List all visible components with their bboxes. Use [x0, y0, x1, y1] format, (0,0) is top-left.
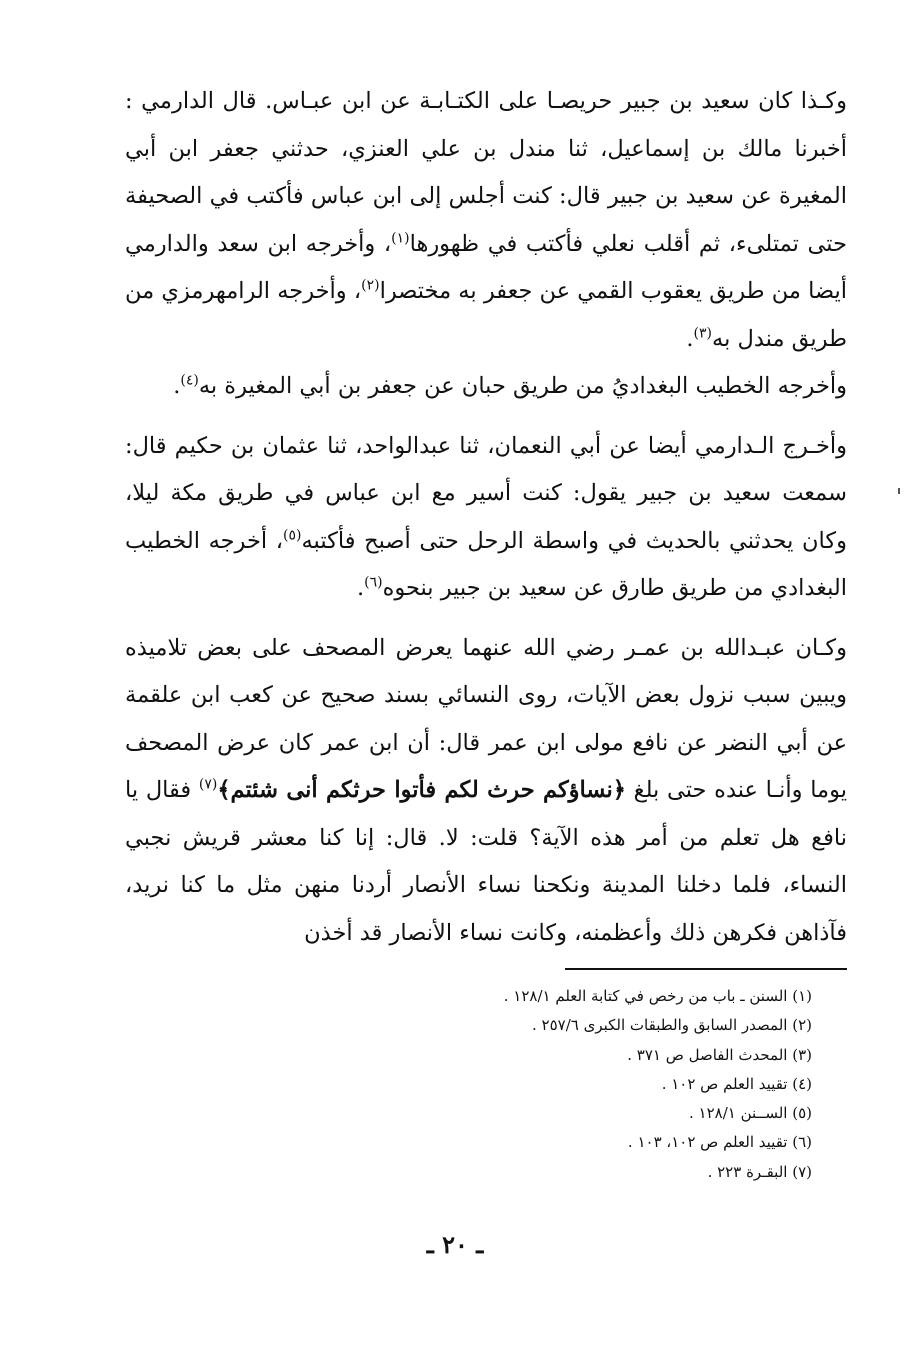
page-number: ـ ٢٠ ـ — [426, 1230, 484, 1259]
text-run: . — [173, 373, 181, 399]
footnote-4: (٤) تقييد العلم ص ١٠٢ . — [661, 1074, 812, 1093]
footnote-5: (٥) الســنن ١٢٨/١ . — [689, 1104, 812, 1123]
footnote-7: (٧) البقـرة ٢٢٣ . — [707, 1162, 812, 1181]
paragraph-2 — [125, 363, 847, 411]
scan-mark — [898, 488, 900, 494]
footnote-ref: (٦) — [364, 574, 383, 591]
text-run: . — [356, 575, 365, 601]
text-run: فقال يا نافع هل تعلم من أمر هذه الآية؟ قلت: لا. قال: إنا كنا معشر قريش نجبي النساء، فلما دخلنا المدينة ونكحنا نساء الأنصار أردنا منهن مثل ما كنا نريد، فآذاهن فكرهن ذلك وأعظمنه، وكانت نساء الأنصار قد أخذن — [125, 777, 847, 946]
footnote-1: (١) السنن ـ باب من رخص في كتابة العلم ١٢٨/١ . — [503, 987, 812, 1005]
text-run: وأخرجه الخطيب البغداديُ من طريق حبان عن جعفر بن أبي المغيرة به — [198, 373, 847, 399]
text-run: وأخـرج الـدارمي أيضا عن أبي النعمان، ثنا عبدالواحد، ثنا عثمان بن حكيم قال: سمعت سعيد بن جبير يقول: كنت أسير مع ابن عباس في طريق مكة ليلا، وكان يحدثني بالحديث في واسطة الرحل حتى أصبح فأكتبه — [125, 432, 847, 554]
text-run: وكـان عبـدالله بن عمـر رضي الله عنهما يعرض المصحف على بعض تلاميذه ويبين سبب نزول بعض الآيات، روى النسائي بسند صحيح عن كعب ابن علقمة عن أبي النضر عن نافع مولى ابن عمر قال: أن ابن عمر كان عرض المصحف يوما وأنـا عنده حتى بلغ — [125, 634, 847, 803]
body-text — [125, 78, 847, 957]
footnote-ref: (٢) — [361, 277, 380, 294]
footnote-ref: (٧) — [198, 776, 218, 793]
quran-quote: ﴿نساؤكم حرث لكم فأتوا حرثكم أنى شئتم﴾ — [217, 777, 626, 803]
text-run: ، أخرجه الخطيب البغدادي من طريق طارق عن سعيد بن جبير بنحوه — [125, 527, 847, 601]
footnotes-list — [360, 982, 812, 1187]
paragraph-3 — [125, 423, 847, 613]
paragraph-4 — [125, 625, 847, 958]
footnote-3: (٣) المحدث الفاصل ص ٣٧١ . — [627, 1045, 812, 1064]
text-run: وكـذا كان سعيد بن جبير حريصـا على الكتـابـة عن ابن عبـاس. قال الدارمي : أخبرنا مالك بن إسماعيل، ثنا مندل بن علي العنزي، حدثني جعفر ابن أبي المغيرة عن سعيد بن جبير قال: كنت أجلس إلى ابن عباس فأكتب في الصحيفة حتى تمتلىء، ثم أقلب نعلي فأكتب في ظهورها — [125, 88, 847, 257]
paragraph-1 — [125, 78, 847, 363]
footnote-ref: (٤) — [180, 372, 199, 389]
text-run: . — [686, 325, 694, 352]
footnote-separator — [565, 968, 847, 970]
text-run: ، وأخرجه الرامهرمزي من طريق مندل به — [125, 278, 847, 352]
footnote-6: (٦) تقييد العلم ص ١٠٢، ١٠٣ . — [627, 1133, 812, 1152]
footnote-2: (٢) المصدر السابق والطبقات الكبرى ٢٥٧/٦ . — [531, 1016, 812, 1035]
footnote-ref: (١) — [391, 230, 410, 246]
text-run: ، وأخرجه ابن سعد والدارمي أيضا من طريق يعقوب القمي عن جعفر به مختصرا — [125, 230, 848, 304]
footnote-ref: (٥) — [283, 527, 302, 543]
footnote-ref: (٣) — [693, 325, 713, 341]
